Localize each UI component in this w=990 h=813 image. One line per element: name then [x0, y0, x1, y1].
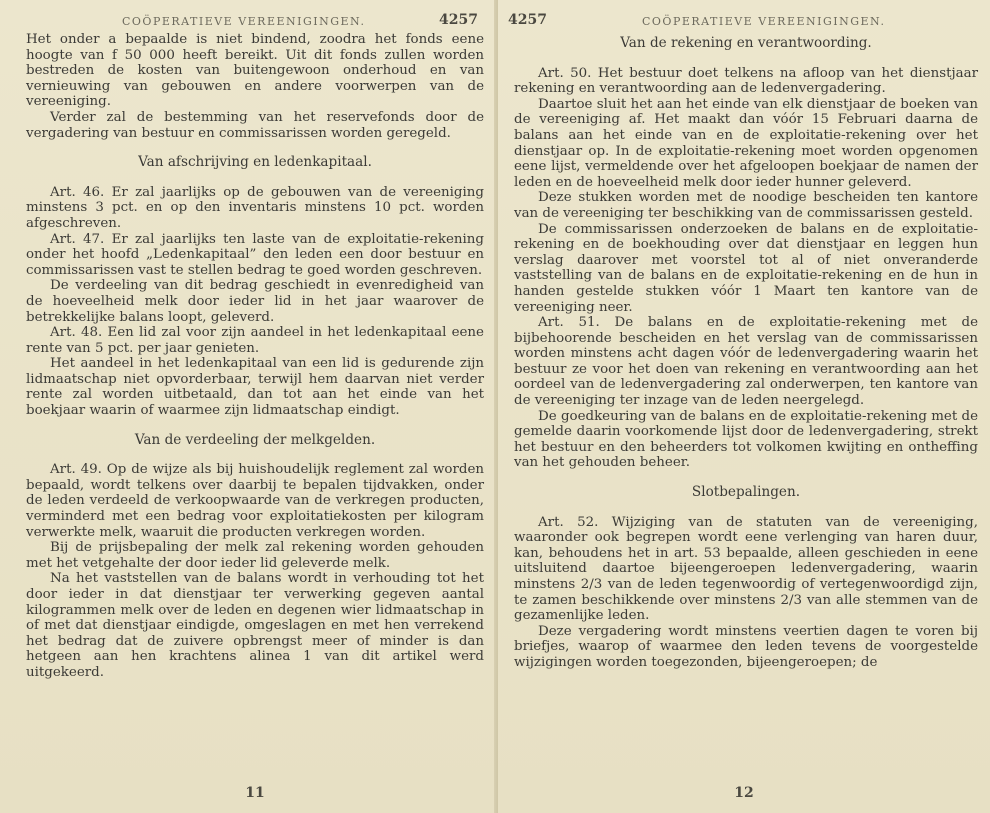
paragraph: Het onder a bepaalde is niet bindend, zoodra het fonds eene hoogte van f 50 000 heeft bereikt. Uit dit fonds zullen worden bestreden de kosten van buitengewoon onderhoud en van vernieuwing van gebouwen en andere voorwerpen van de vereeniging. — [26, 32, 484, 110]
section-heading: Slotbepalingen. — [691, 484, 801, 501]
paragraph: De goedkeuring van de balans en de exploitatie-rekening met de gemelde daarin voorkomende lijst door de ledenvergadering, strekt het bestuur en den beheerders tot volkomen kwijting en ontheffing van het gehouden beheer. — [514, 408, 978, 471]
paragraph: Art. 47. Er zal jaarlijks ten laste van de exploitatie-rekening onder het hoofd „Ledenkapitaal” den leden een door bestuur en commissarissen vast te stellen bedrag te goed worden geschreven. — [26, 231, 484, 278]
paragraph: Na het vaststellen van de balans wordt in verhouding tot het door ieder in dat dienstjaar ter verwerking gegeven aantal kilogrammen melk over de leden en degenen wier lidmaatschap in of met dat dienstjaar eindigde, omgeslagen en met hen verrekend het bedrag dat de zuivere opbrengst meer of minder is dan hetgeen aan hen krachtens alinea 1 van dit artikel werd uitgekeerd. — [26, 571, 484, 680]
left-running-number: 4257 — [439, 12, 478, 28]
paragraph: Art. 46. Er zal jaarlijks op de gebouwen van de vereeniging minstens 3 pct. en op den inventaris minstens 10 pct. worden afgeschreven. — [26, 184, 484, 231]
right-running-title: COÖPERATIEVE VEREENIGINGEN. — [642, 15, 886, 28]
right-running-number: 4257 — [508, 12, 547, 28]
section-heading: Van de verdeeling der melkgelden. — [134, 431, 376, 448]
paragraph: De commissarissen onderzoeken de balans en de exploitatie-rekening en de boekhouding over dat dienstjaar en leggen hun verslag daarover met voorstel tot al of niet onveranderde vaststelling van de balans en de exploitatie-rekening en de hun in handen gestelde stukken vóór 1 Maart ten kantore van de vereeniging neer. — [514, 221, 978, 315]
paragraph: Deze stukken worden met de noodige bescheiden ten kantore van de vereeniging ter beschikking van de commissarissen gesteld. — [514, 190, 978, 221]
left-page-body — [26, 32, 484, 681]
paragraph: Bij de prijsbepaling der melk zal rekening worden gehouden met het vetgehalte der door ieder lid geleverde melk. — [26, 540, 484, 571]
paragraph: Verder zal de bestemming van het reservefonds door de vergadering van bestuur en commissarissen worden geregeld. — [26, 109, 484, 141]
paragraph: Art. 52. Wijziging van de statuten van de vereeniging, waaronder ook begrepen wordt eene verlenging van haren duur, kan, behoudens het in art. 53 bepaalde, alleen geschieden in eene uitsluitend daartoe bijeengeroepen ledenvergadering, waarin minstens 2/3 van de leden tegenwoordig of vertegenwoordigd zijn, te zamen beschikkende over minstens 2/3 van alle stemmen van de gezamenlijke leden. — [514, 514, 978, 624]
paragraph: De verdeeling van dit bedrag geschiedt in evenredigheid van de hoeveelheid melk door ieder lid in het jaar waarover de betrekkelijke balans loopt, geleverd. — [26, 278, 484, 325]
paragraph: Daartoe sluit het aan het einde van elk dienstjaar de boeken van de vereeniging af. Het maakt dan vóór 15 Februari daarna de balans aan het einde van en de exploitatie-rekening over het dienstjaar op. In de exploitatie-rekening moet worden opgenomen eene lijst, vermeldende over het afgeloopen boekjaar de namen der leden en de hoeveelheid melk door ieder hunner geleverd. — [514, 96, 978, 190]
paragraph: Deze vergadering wordt minstens veertien dagen te voren bij briefjes, waarop of waarmee den leden tevens de voorgestelde wijzigingen worden toegezonden, bijeengeroepen; de — [514, 623, 978, 670]
paragraph: Art. 49. Op de wijze als bij huishoudelijk reglement zal worden bepaald, wordt telkens over daarbij te bepalen tijdvakken, onder de leden verdeeld de verkoopwaarde van de verkregen producten, verminderd met een bedrag voor exploitatiekosten per kilogram verwerkte melk, waaruit die producten verkregen worden. — [26, 462, 484, 540]
section-heading: Van de rekening en verantwoording. — [620, 35, 872, 51]
paragraph: Art. 48. Een lid zal voor zijn aandeel in het ledenkapitaal eene rente van 5 pct. per jaar genieten. — [26, 325, 484, 356]
paragraph: Art. 51. De balans en de exploitatie-rekening met de bijbehoorende bescheiden en het verslag van de commissarissen worden minstens acht dagen vóór de ledenvergadering waarin het bestuur ze voor het doen van rekening en verantwoording aan het oordeel van de ledenvergadering zal onderwerpen, ten kantore van de vereeniging ter inzage van de leden neergelegd. — [514, 315, 978, 409]
right-page — [498, 0, 990, 813]
left-folio: 11 — [245, 785, 265, 801]
right-folio: 12 — [734, 785, 754, 801]
left-running-title: COÖPERATIEVE VEREENIGINGEN. — [122, 15, 366, 28]
section-heading: Van afschrijving en ledenkapitaal. — [138, 154, 372, 171]
paragraph: Art. 50. Het bestuur doet telkens na afloop van het dienstjaar rekening en verantwoording aan de ledenvergadering. — [514, 65, 978, 97]
right-page-body — [514, 36, 978, 671]
right-running-head — [508, 12, 978, 32]
left-running-head — [26, 12, 484, 32]
paragraph: Het aandeel in het ledenkapitaal van een lid is gedurende zijn lidmaatschap niet opvorderbaar, terwijl hem daarvan niet verder rente zal worden uitbetaald, dan tot aan het einde van het boekjaar waarin of waarmee zijn lidmaatschap eindigt. — [26, 356, 484, 419]
